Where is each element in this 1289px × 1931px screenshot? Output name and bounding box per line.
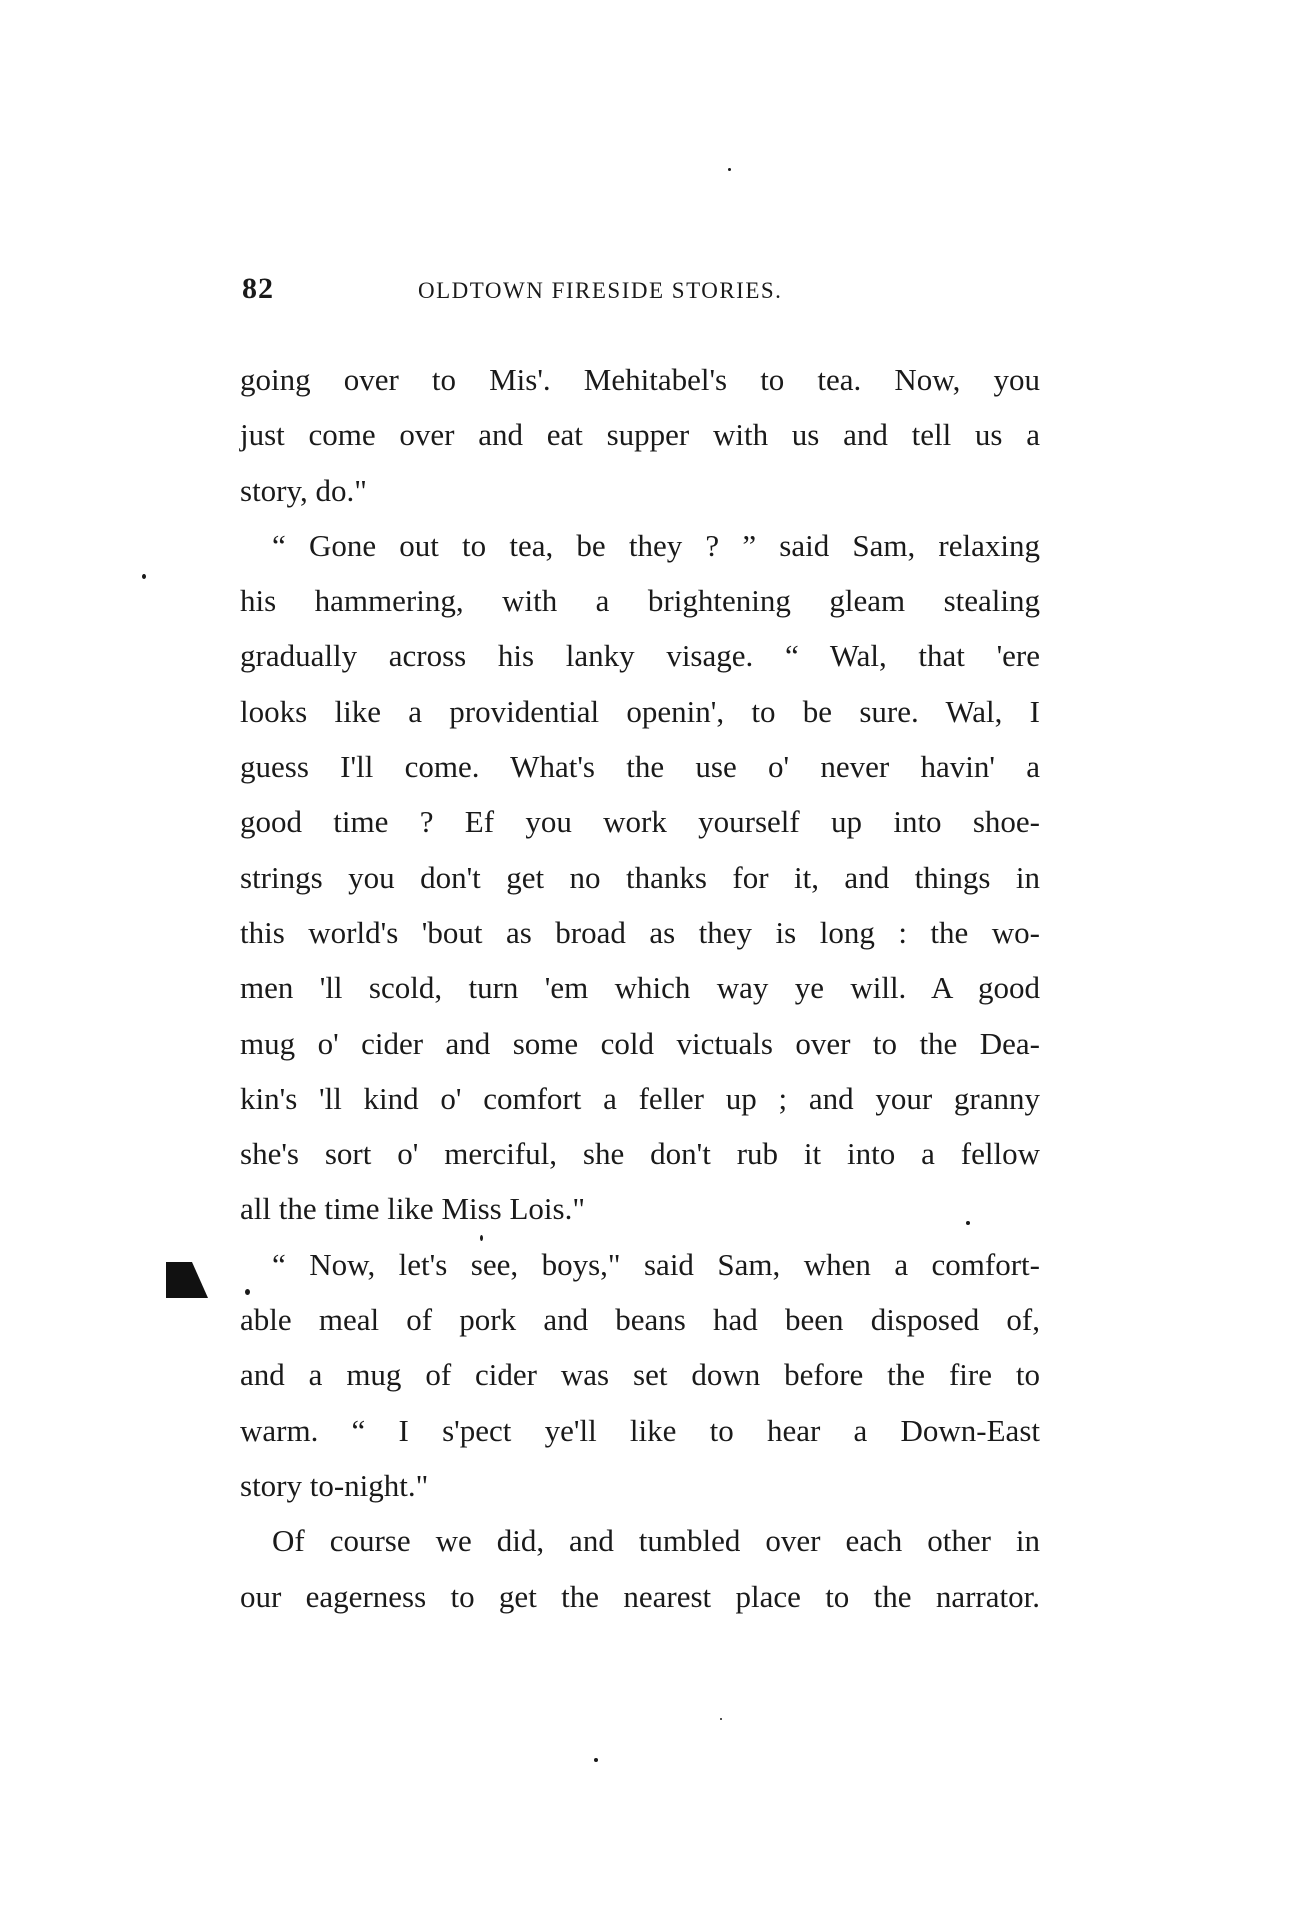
ink-speck xyxy=(480,1235,483,1241)
text-line: good time ? Ef you work yourself up into shoe- xyxy=(240,804,1040,840)
page-number: 82 xyxy=(242,272,274,305)
text-line: story to-night." xyxy=(240,1467,429,1503)
text-line: his hammering, with a brightening gleam stealing xyxy=(240,583,1040,619)
text-line: men 'll scold, turn 'em which way ye will. A good xyxy=(240,970,1040,1006)
book-title: OLDTOWN FIRESIDE STORIES. xyxy=(418,278,783,303)
ink-speck xyxy=(142,574,146,579)
text-line: looks like a providential openin', to be sure. Wal, I xyxy=(240,693,1040,729)
text-line: and a mug of cider was set down before the fire to xyxy=(240,1357,1040,1393)
running-head xyxy=(242,272,1042,312)
text-line: mug o' cider and some cold victuals over to the Dea- xyxy=(240,1025,1040,1061)
text-line: strings you don't get no thanks for it, and things in xyxy=(240,859,1040,895)
text-line: this world's 'bout as broad as they is long : the wo- xyxy=(240,914,1040,950)
body-text xyxy=(240,352,1040,1624)
text-line: “ Now, let's see, boys," said Sam, when a comfort- xyxy=(272,1246,1040,1282)
text-line: story, do." xyxy=(240,472,367,508)
text-line: our eagerness to get the nearest place to the narrator. xyxy=(240,1578,1040,1614)
ink-speck xyxy=(594,1758,598,1762)
text-line: gradually across his lanky visage. “ Wal, that 'ere xyxy=(240,638,1040,674)
text-line: “ Gone out to tea, be they ? ” said Sam, relaxing xyxy=(272,527,1040,563)
ink-speck xyxy=(720,1718,722,1720)
text-line: able meal of pork and beans had been disposed of, xyxy=(240,1302,1040,1338)
printer-mark xyxy=(166,1262,208,1298)
ink-speck xyxy=(245,1289,250,1295)
text-line: going over to Mis'. Mehitabel's to tea. Now, you xyxy=(240,362,1040,397)
text-line: all the time like Miss Lois." xyxy=(240,1191,586,1227)
text-line: warm. “ I s'pect ye'll like to hear a Down-East xyxy=(240,1412,1040,1448)
ink-speck xyxy=(966,1221,970,1225)
text-line: just come over and eat supper with us and tell us a xyxy=(240,417,1040,453)
text-line: kin's 'll kind o' comfort a feller up ; and your granny xyxy=(240,1080,1040,1116)
text-line: she's sort o' merciful, she don't rub it into a fellow xyxy=(240,1136,1040,1172)
text-line: Of course we did, and tumbled over each other in xyxy=(272,1523,1040,1559)
text-line: guess I'll come. What's the use o' never havin' a xyxy=(240,749,1040,785)
ink-speck xyxy=(728,168,731,171)
